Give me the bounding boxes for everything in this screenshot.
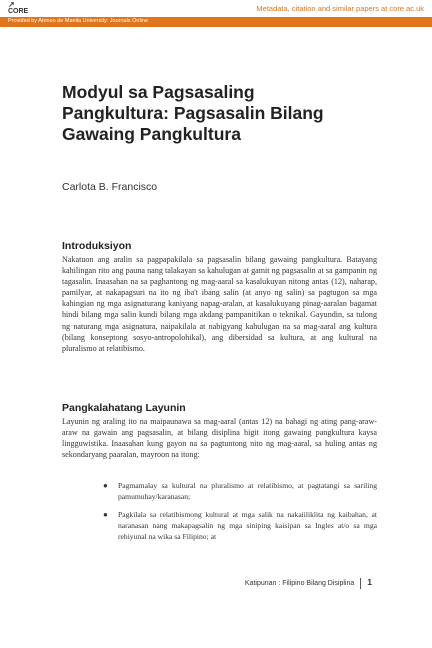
section-heading-layunin: Pangkalahatang Layunin — [62, 402, 186, 414]
provider-text: Provided by Ateneo de Manila University: Journals Online — [8, 18, 149, 24]
introduksiyon-paragraph: Nakatuon ang aralin sa pagpapakilala sa pagsasalin bilang gawaing pangkultura. Batayang kahilingan rito ang pauna nang talakayan sa kahulugan at gamit ng pagsasalin at sa gampanin ng tagasalin. Inaasahan na sa paghantong ng mag-aaral sa kasalukuyan nitong antas (12), naharap, pamilyar, at nakapagsuri na ito ng iba't ibang salin (at anyo ng salin) sa pagtugon sa mga kahingian ng mga asignaturang kaniyang napag-aralan, at kasalukuyang pinag-aaralan bagamat hindi bilang mga salin kundi bilang mga akdang pampanitikan o teknikal. Gayundin, sa tulong ng naturang mga asignatura, naipakilala at nabigyang kahulugan na sa mag-aaral ang kultura (bilang konseptong sosyo-antropolohikal), ang dibersidad sa kultura, at ang kultural na pluralismo at relatibismo. — [62, 255, 377, 353]
footer-divider — [360, 578, 361, 589]
list-item-text: Pagmamalay sa kultural na pluralismo at relatibismo, at pagtatangi sa sariling pamumuhay/karanasan; — [118, 481, 377, 501]
provider-banner — [0, 17, 432, 27]
objectives-list — [62, 480, 377, 549]
core-logo[interactable] — [8, 1, 28, 15]
page-footer — [245, 577, 372, 589]
list-item — [62, 509, 377, 542]
core-top-bar — [0, 0, 432, 17]
bullet-icon: ● — [103, 510, 108, 519]
list-item — [62, 480, 377, 502]
core-metadata-link[interactable]: Metadata, citation and similar papers at core.ac.uk — [256, 4, 424, 13]
core-logo-text: CORE — [8, 8, 29, 15]
section-heading-introduksiyon: Introduksiyon — [62, 240, 132, 252]
journal-name: Katipunan : Filipino Bilang Disiplina — [244, 580, 355, 587]
article-author: Carlota B. Francisco — [62, 181, 158, 193]
page-number: 1 — [367, 577, 372, 587]
list-item-text: Pagkilala sa relatibismong kultural at mga salik na nakaiiliklita ng kaibahan, at naranasan nang makapagsalin ng mga siniping kaisipan sa Ingles at/o sa mga rehiyunal na wika sa Filipino; at — [118, 510, 377, 541]
bullet-icon: ● — [103, 481, 108, 490]
article-title: Modyul sa Pagsasaling Pangkultura: Pagsasalin Bilang Gawaing Pangkultura — [62, 82, 324, 144]
layunin-paragraph: Layunin ng araling ito na maipaunawa sa mag-aaral (antas 12) na bahagi ng ating pang-araw-araw na gawain ang pagsasalin, at bilang disiplina higit itong gawaing pangkultura kaysa lingguwistika. Inaasahan kung gayon na sa pagtuntong nito ng mag-aaral, sa huling antas ng sekondaryang paaralan, mayroon na itong: — [62, 417, 377, 460]
core-logo-icon: ↗ — [8, 0, 15, 9]
